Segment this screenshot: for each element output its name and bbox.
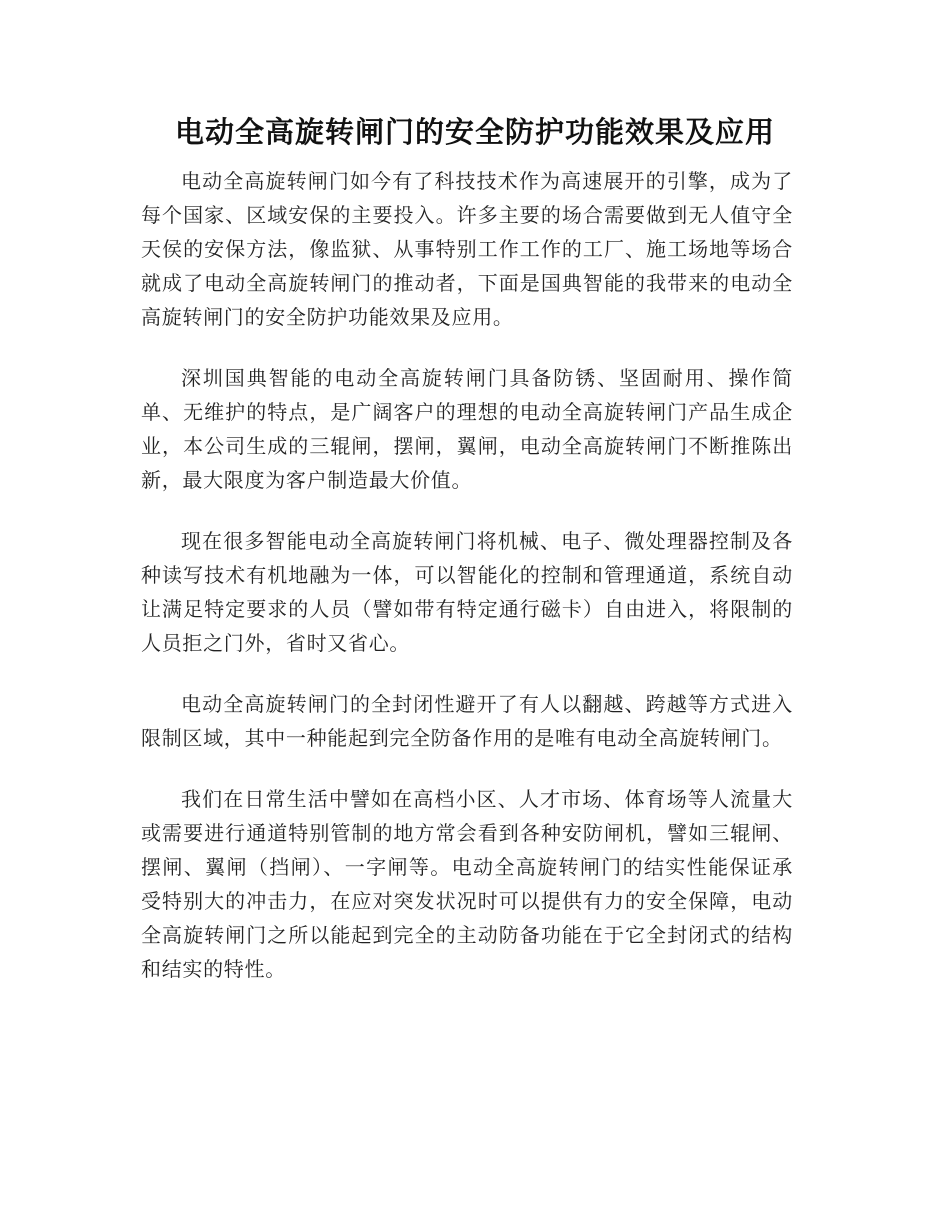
document-body: [141, 164, 793, 1013]
paragraph-1: 电动全高旋转闸门如今有了科技技术作为高速展开的引擎，成为了每个国家、区域安保的主要投入。许多主要的场合需要做到无人值守全天侯的安保方法，像监狱、从事特别工作工作的工厂、施工场地等场合就成了电动全高旋转闸门的推动者，下面是国典智能的我带来的电动全高旋转闸门的安全防护功能效果及应用。: [141, 169, 793, 329]
paragraph-4: 电动全高旋转闸门的全封闭性避开了有人以翻越、跨越等方式进入限制区域，其中一种能起到完全防备作用的是唯有电动全高旋转闸门。: [141, 692, 793, 750]
paragraph-5: 我们在日常生活中譬如在高档小区、人才市场、体育场等人流量大或需要进行通道特别管制的地方常会看到各种安防闸机，譬如三辊闸、摆闸、翼闸（挡闸）、一字闸等。电动全高旋转闸门的结实性能保证承受特别大的冲击力，在应对突发状况时可以提供有力的安全保障，电动全高旋转闸门之所以能起到完全的主动防备功能在于它全封闭式的结构和结实的特性。: [141, 787, 793, 981]
paragraph-2: 深圳国典智能的电动全高旋转闸门具备防锈、坚固耐用、操作简单、无维护的特点，是广阔客户的理想的电动全高旋转闸门产品生成企业，本公司生成的三辊闸，摆闸，翼闸，电动全高旋转闸门不断推陈出新，最大限度为客户制造最大价值。: [141, 366, 793, 492]
paragraph-3: 现在很多智能电动全高旋转闸门将机械、电子、微处理器控制及各种读写技术有机地融为一体，可以智能化的控制和管理通道，系统自动让满足特定要求的人员（譬如带有特定通行磁卡）自由进入，将限制的人员拒之门外，省时又省心。: [141, 529, 793, 655]
document-title: 电动全高旋转闸门的安全防护功能效果及应用: [174, 115, 775, 149]
